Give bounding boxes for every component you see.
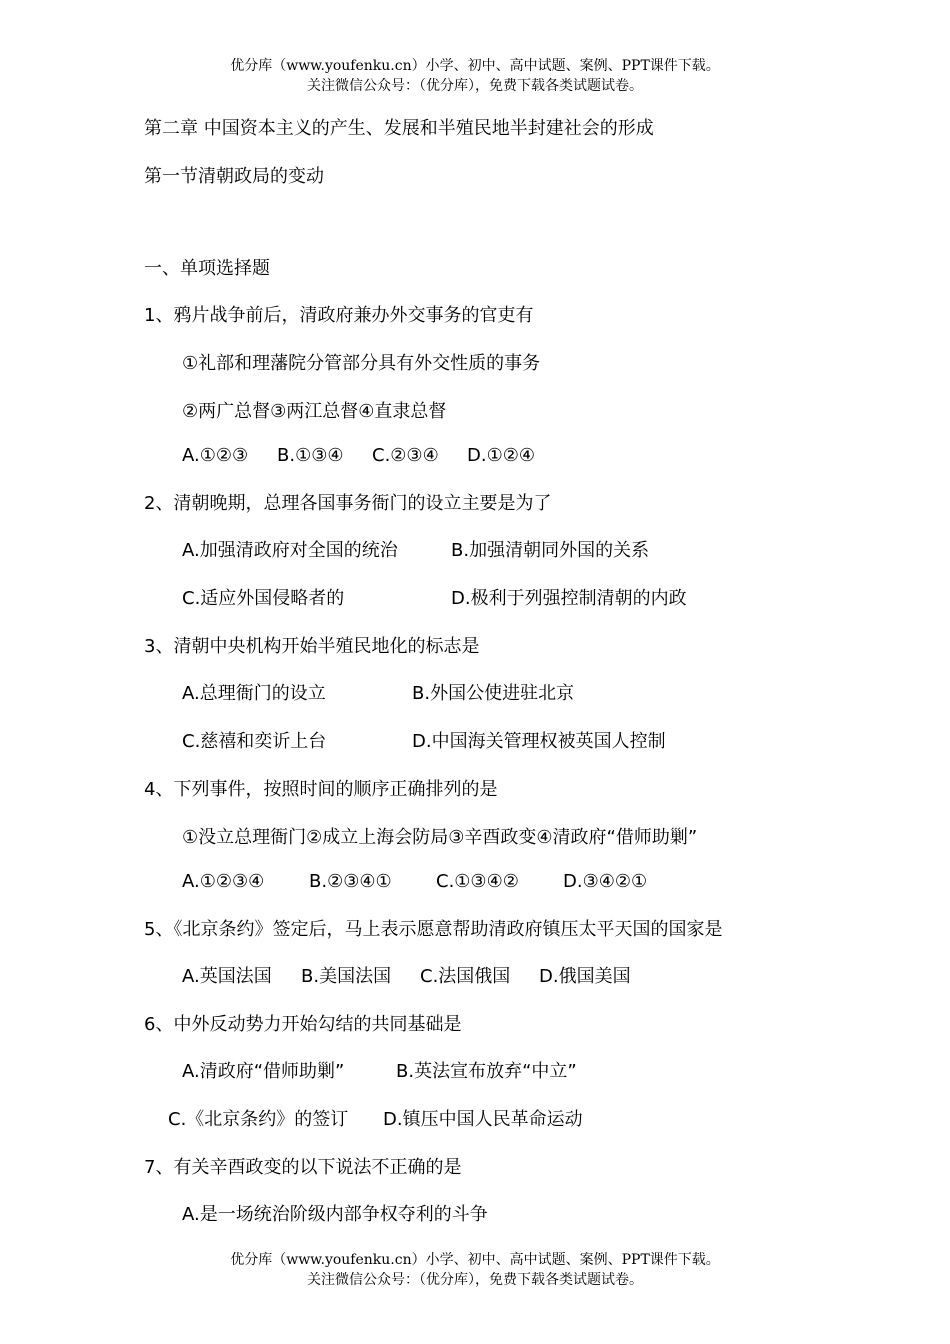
option-c: C.②③④ [372,445,439,466]
option-a: A.总理衙门的设立 [182,683,326,704]
option-b: B.②③④① [309,871,392,892]
question-5-stem: 5、《北京条约》签定后，马上表示愿意帮助清政府镇压太平天国的国家是 [144,919,723,940]
footer-line-1: 优分库（www.youfenku.cn）小学、初中、高中试题、案例、PPT课件下载。 [230,1252,720,1268]
question-2-options-row-1 [182,539,649,563]
question-3-options-row-2 [182,730,666,754]
question-6-options-row-1 [182,1060,577,1084]
question-2-stem: 2、清朝晚期，总理各国事务衙门的设立主要是为了 [144,493,552,514]
part-title: 一、单项选择题 [144,258,270,279]
option-a: A.①②③④ [182,871,265,892]
question-1-item-1: ①礼部和理藩院分管部分具有外交性质的事务 [182,353,541,374]
option-c: C.《北京条约》的签订 [168,1109,349,1130]
option-d: D.中国海关管理权被英国人控制 [412,731,666,752]
chapter-title: 第二章 中国资本主义的产生、发展和半殖民地半封建社会的形成 [144,118,654,139]
question-1-stem: 1、鸦片战争前后，清政府兼办外交事务的官吏有 [144,305,534,326]
header-line-1: 优分库（www.youfenku.cn）小学、初中、高中试题、案例、PPT课件下载。 [230,58,720,74]
option-a: A.英国法国 [182,966,272,987]
question-1-options [182,444,535,468]
question-7-stem: 7、有关辛酉政变的以下说法不正确的是 [144,1157,462,1178]
question-4-item-1: ①没立总理衙门②成立上海会防局③辛酉政变④清政府“借师助剿” [182,827,698,848]
question-5-options [182,965,631,989]
page-footer [0,1250,950,1290]
option-d: D.极利于列强控制清朝的内政 [451,588,687,609]
option-b: B.美国法国 [301,966,392,987]
option-b: B.①③④ [277,445,344,466]
option-c: C.适应外国侵略者的 [182,588,345,609]
header-line-2: 关注微信公众号：（优分库），免费下载各类试题试卷。 [307,78,643,94]
option-b: B.外国公使进驻北京 [412,683,575,704]
question-4-options [182,870,647,894]
option-c: C.①③④② [436,871,519,892]
option-c: C.慈禧和奕䜣上台 [182,731,327,752]
question-7-option-a: A.是一场统治阶级内部争权夺利的斗争 [182,1204,488,1225]
section-title: 第一节清朝政局的变动 [144,166,324,187]
option-c: C.法国俄国 [420,966,511,987]
footer-line-2: 关注微信公众号：（优分库），免费下载各类试题试卷。 [307,1272,643,1288]
option-d: D.俄国美国 [539,966,631,987]
question-3-stem: 3、清朝中央机构开始半殖民地化的标志是 [144,636,480,657]
option-d: D.①②④ [467,445,535,466]
option-b: B.加强清朝同外国的关系 [451,540,650,561]
question-2-options-row-2 [182,587,687,611]
option-a: A.清政府“借师助剿” [182,1061,345,1082]
question-6-stem: 6、中外反动势力开始勾结的共同基础是 [144,1014,462,1035]
question-4-stem: 4、下列事件，按照时间的顺序正确排列的是 [144,779,498,800]
option-d: D.③④②① [563,871,648,892]
option-d: D.镇压中国人民革命运动 [383,1109,583,1130]
option-a: A.加强清政府对全国的统治 [182,540,398,561]
option-a: A.①②③ [182,445,249,466]
page-header [0,56,950,96]
question-3-options-row-1 [182,682,574,706]
question-1-item-2: ②两广总督③两江总督④直隶总督 [182,401,447,422]
option-b: B.英法宣布放弃“中立” [396,1061,577,1082]
question-6-options-row-2 [168,1108,583,1132]
